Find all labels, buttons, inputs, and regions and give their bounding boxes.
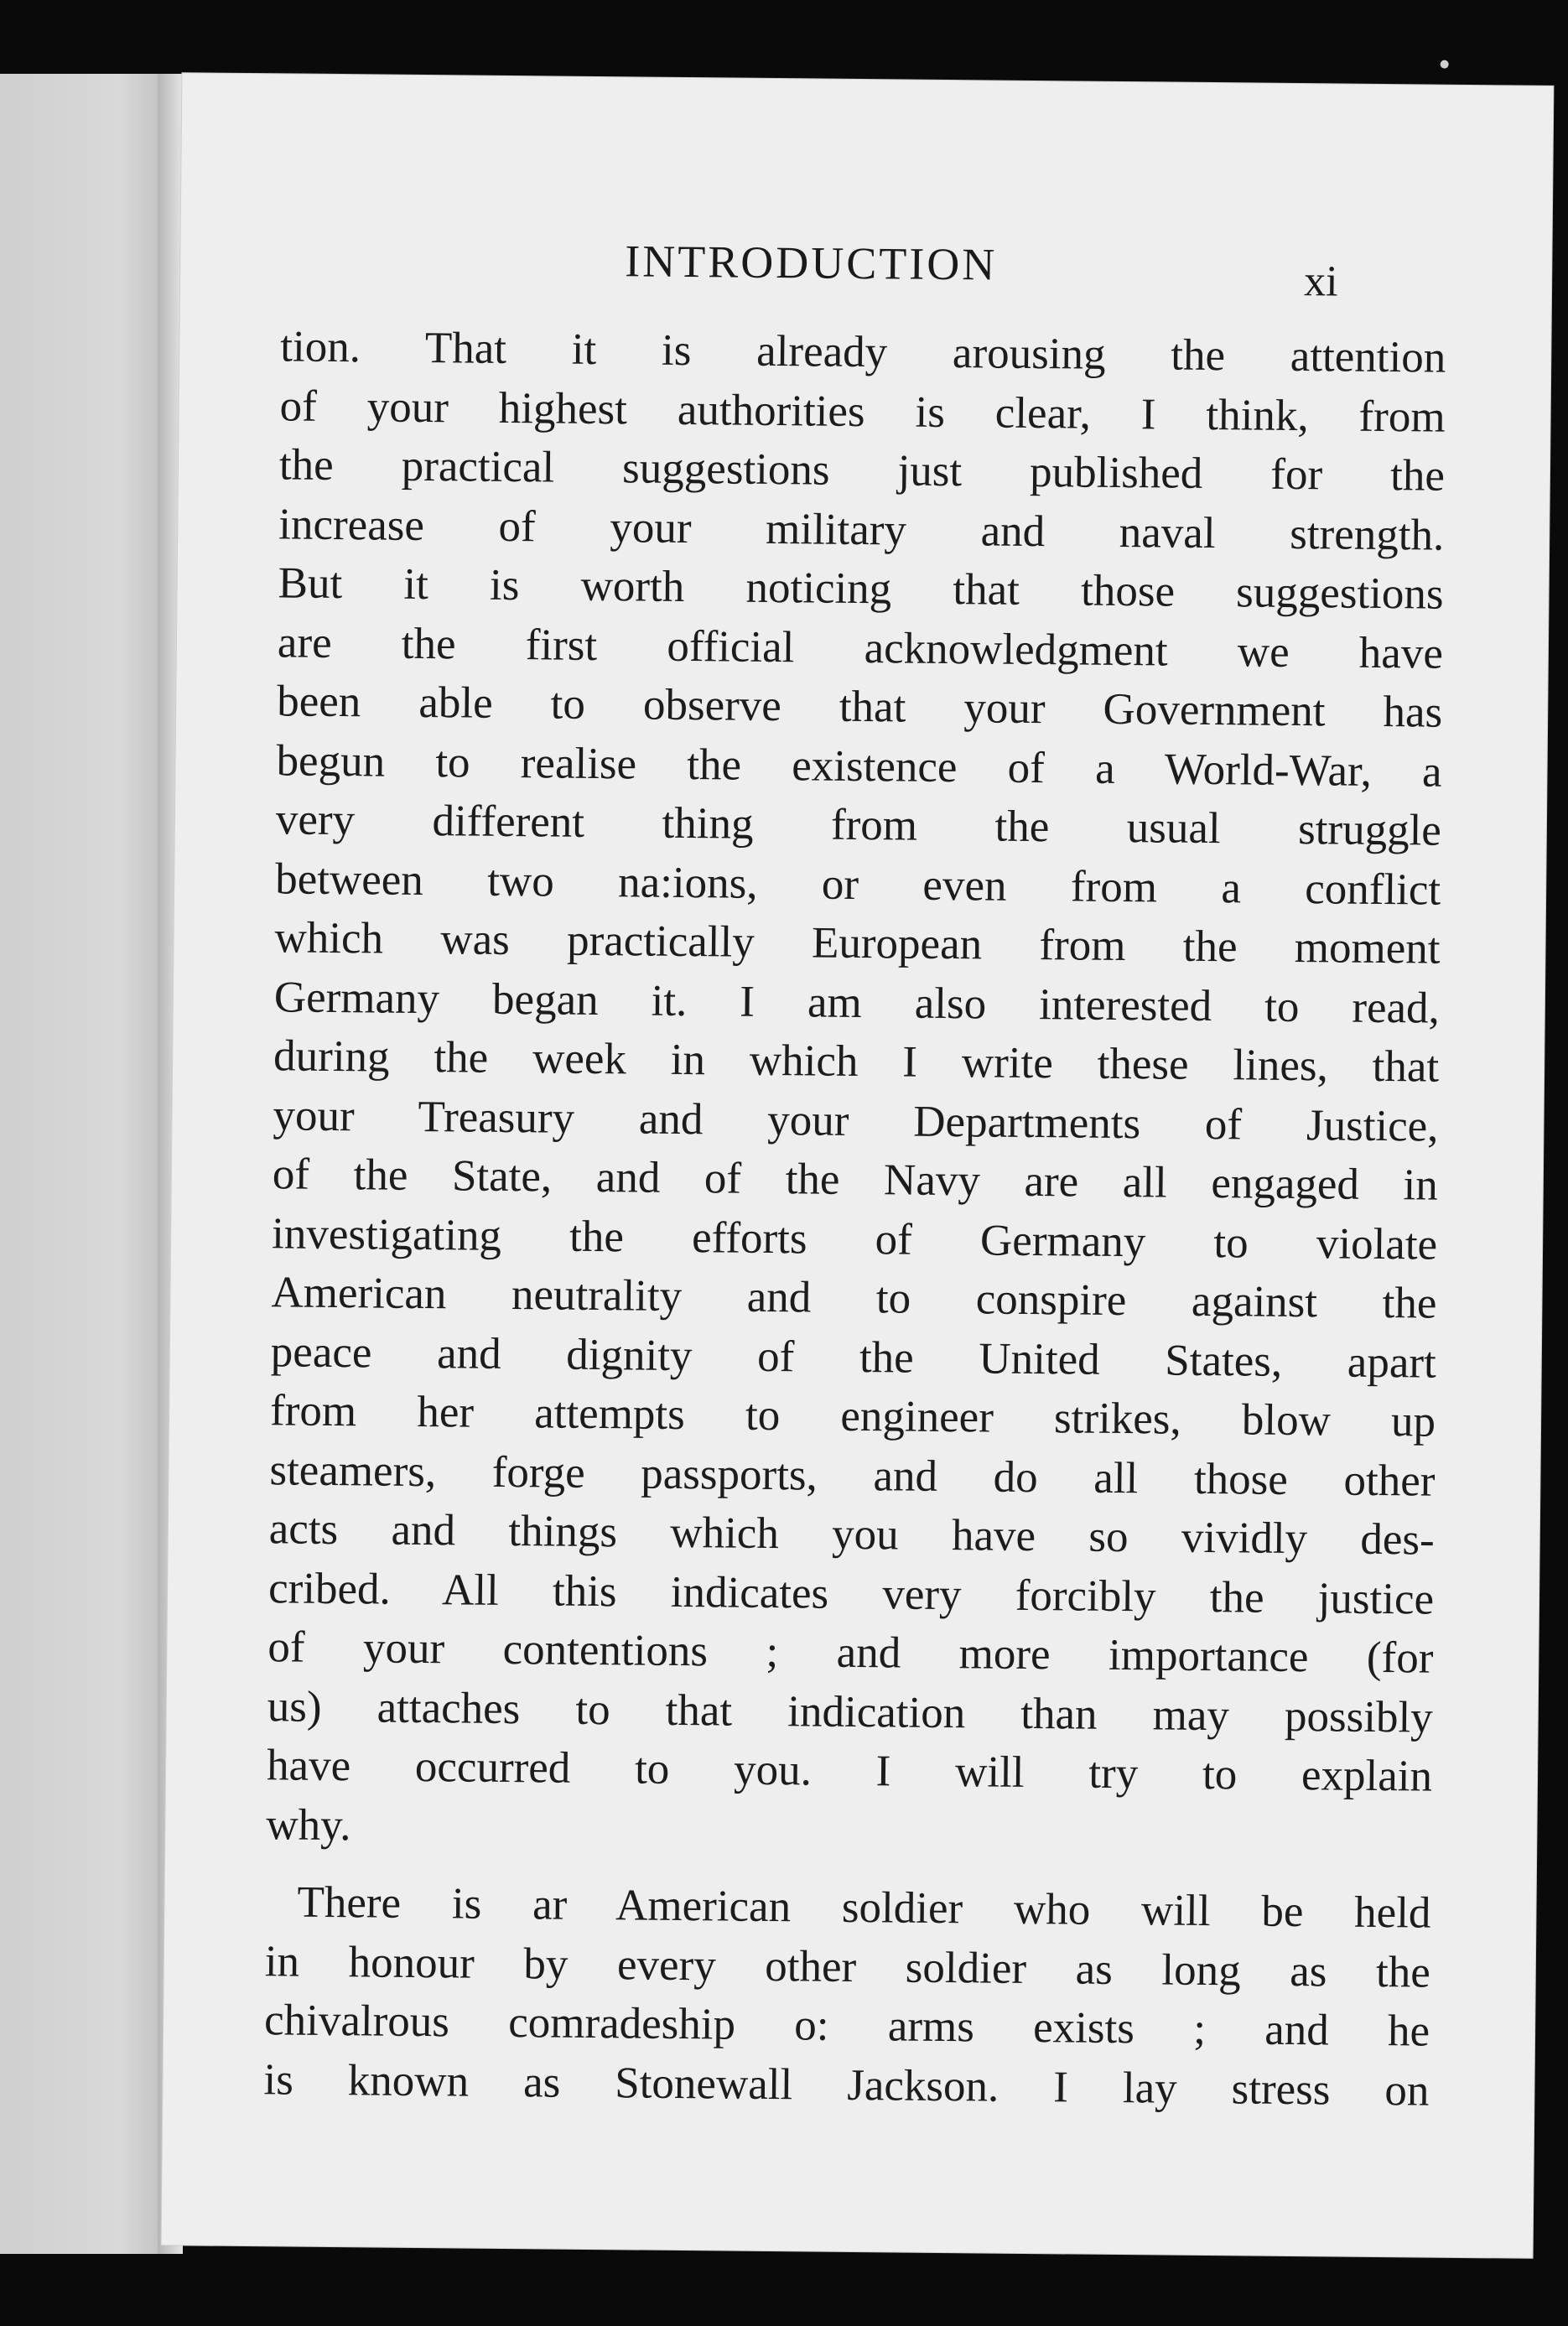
text-line: peace and dignity of the United States, apart	[270, 1327, 1437, 1388]
text-line: of your highest authorities is clear, I think, from	[279, 381, 1446, 442]
text-line: begun to realise the existence of a World-War, a	[276, 735, 1442, 797]
text-line: of your contentions ; and more importance (for	[267, 1622, 1434, 1683]
text-line: your Treasury and your Departments of Justice,	[273, 1090, 1439, 1151]
text-line: American neutrality and to conspire against the	[271, 1268, 1437, 1328]
text-line: cribed. All this indicates very forcibly the justice	[267, 1563, 1435, 1624]
facing-page-edge	[0, 74, 172, 2254]
text-line: us) attaches to that indication than may possibly	[267, 1681, 1433, 1742]
text-line: is known as Stonewall Jackson. I lay stress on	[263, 2054, 1430, 2116]
text-line: in honour by every other soldier as long as the	[264, 1936, 1431, 1997]
text-line: have occurred to you. I will try to explain	[266, 1741, 1433, 1801]
text-line: the practical suggestions just published for the	[278, 440, 1446, 501]
text-line: steamers, forge passports, and do all those other	[269, 1445, 1436, 1506]
dust-speck	[1441, 60, 1449, 69]
text-line: acts and things which you have so vividly des-	[268, 1504, 1436, 1565]
text-line: from her attempts to engineer strikes, blow up	[269, 1386, 1436, 1446]
text-line: are the first official acknowledgment we have	[277, 617, 1444, 678]
text-line: increase of your military and naval strength.	[278, 499, 1445, 560]
text-line: tion. That it is already arousing the attention	[280, 322, 1446, 382]
text-line: why.	[266, 1799, 351, 1850]
text-line: chivalrous comradeship o: arms exists ; and he	[263, 1996, 1430, 2056]
running-head	[180, 231, 1539, 306]
page-number: xi	[1303, 257, 1338, 306]
running-title: INTRODUCTION	[625, 236, 998, 290]
text-line: Germany began it. I am also interested to read,	[273, 972, 1441, 1033]
text-line: But it is worth noticing that those suggestions	[278, 558, 1444, 619]
text-line: during the week in which I write these lines, that	[273, 1031, 1440, 1092]
text-line: investigating the efforts of Germany to violate	[271, 1208, 1438, 1269]
text-line: There is ar American soldier who will be held	[297, 1877, 1431, 1938]
body-text	[263, 317, 1446, 2120]
text-line: between two na:ions, or even from a conflict	[274, 854, 1441, 915]
paragraph-1	[266, 317, 1446, 1865]
text-line: very different thing from the usual struggle	[275, 795, 1442, 855]
paragraph-2	[263, 1872, 1431, 2120]
text-line: been able to observe that your Government has	[277, 677, 1443, 737]
book-page	[162, 73, 1554, 2258]
text-line: which was practically European from the moment	[274, 913, 1441, 973]
text-line: of the State, and of the Navy are all engaged in	[272, 1150, 1439, 1210]
